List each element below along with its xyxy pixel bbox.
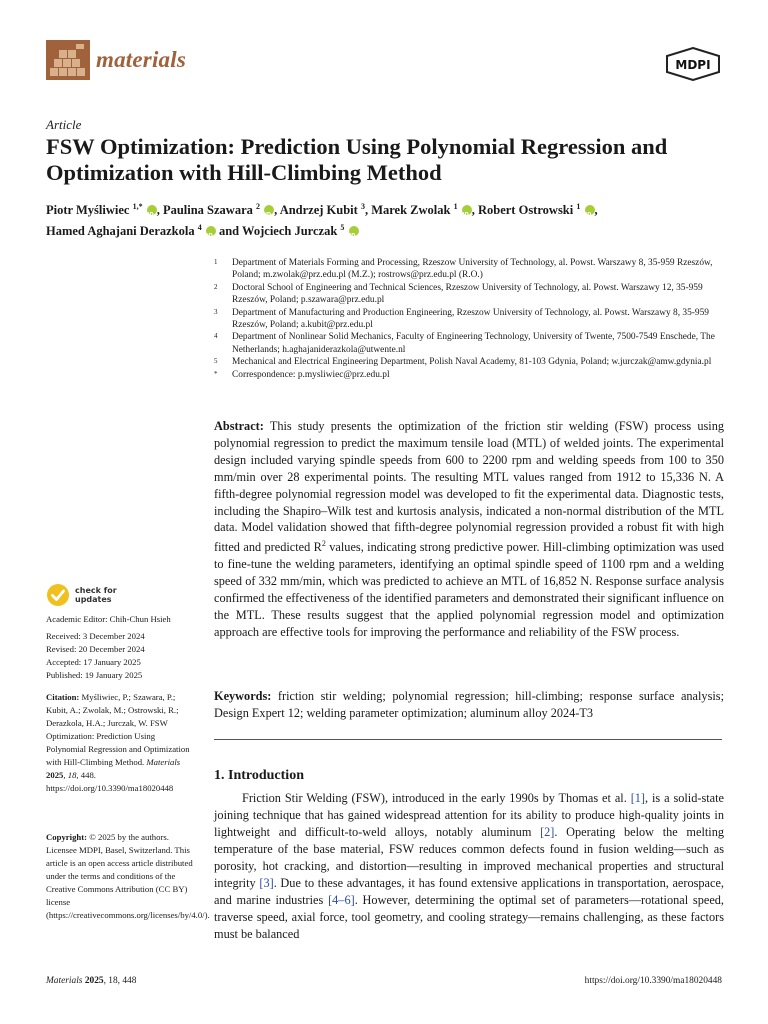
citation-journal: Materials (146, 757, 181, 767)
author-name: Andrzej Kubit (279, 203, 358, 218)
affiliation-text: Doctoral School of Engineering and Technical Sciences, Rzeszow University of Technology, al. Powst. Warszawy 12, 35-959 Rzeszów, Poland; p.szawara@prz.edu.pl (232, 282, 703, 306)
author-name: Robert Ostrowski (477, 203, 574, 218)
footer-year: 2025 (82, 976, 104, 986)
citation-link[interactable]: [2] (540, 825, 555, 839)
author-name: Marek Zwolak (371, 203, 451, 218)
citation-year: 2025 (46, 770, 64, 780)
article-type: Article (46, 117, 82, 132)
section-heading: 1. Introduction (214, 768, 304, 783)
author-affiliation-marker: 1 (576, 202, 581, 211)
footer-journal: Materials (46, 976, 83, 986)
orcid-icon[interactable] (349, 226, 359, 236)
intro-text: . Due to these advantages, it has found extensive applications in transportation, aerospace, and marine industries (214, 876, 725, 907)
abstract-text: This study presents the optimization of the friction stir welding (FSW) process using polynomial regression to predict the maximum tensile load (MTL) of welded joints. The experimental design included varying spindle speeds from 600 to 2200 rpm and welding speeds from 100 to 350 mm/min over 28 experimental points. The resulting MTL values ranged from 1912 to 15,336 N. A fifth-degree polynomial regression model was developed to fit the experimental data. Diagnostic tests, including the Shapiro–Wilk test and kurtosis analysis, indicated a non-normal distribution of the MTL data. Model validation showed that fifth-degree polynomial regression provided a robust fit with high fitted and predicted R (214, 419, 724, 555)
received-date: Received: 3 December 2024 (46, 631, 145, 641)
author-affiliation-marker: 4 (197, 223, 202, 233)
affiliation-number: 1 (214, 258, 218, 266)
author-affiliation-marker: 5 (340, 223, 345, 233)
citation-doi[interactable]: , 448. https://doi.org/10.3390/ma18020448 (46, 770, 174, 793)
affiliation-item (214, 307, 729, 332)
orcid-icon[interactable] (264, 205, 274, 215)
affiliation-number: 2 (214, 282, 218, 291)
author-name: Piotr Myśliwiec (46, 203, 130, 218)
citation-link[interactable]: [3] (259, 876, 274, 890)
author-list: Piotr Myśliwiec $^{1,*}$ iD , Paulina Szawara $^2$ iD , Andrzej Kubit $^3$, Marek Zwolak $^1$ iD , Robert Ostrowski $^1$ iD , Hamed Aghajani Derazkola $^4$ iD and Wojciech Jurczak $^5$ iD (46, 198, 736, 240)
author-name: Paulina Szawara (162, 203, 253, 218)
intro-text: . However, determining the optimal set of parameters—rotational speed, traverse speed, axial force, tool geometry, and cooling strategy—remains challenging, as these factors must be balanced (214, 893, 725, 941)
affiliation-number: * (214, 369, 218, 378)
affiliation-number: 5 (214, 357, 218, 366)
footer-citation (46, 976, 136, 986)
citation-link[interactable]: [1] (630, 791, 646, 805)
check-updates-line1: check for (75, 586, 117, 595)
citation-text: Myśliwiec, P.; Szawara, P.; Kubit, A.; Zwolak, M.; Ostrowski, R.; Derazkola, H.A.; Jurczak, W. FSW Optimization: Prediction Using Polynomial Regression and Optimization with Hill-Climbing Method. (46, 692, 190, 767)
orcid-icon[interactable] (585, 205, 595, 215)
abstract (214, 418, 724, 641)
affiliation-item (214, 282, 729, 307)
author-affiliation-marker: 1,* (132, 202, 143, 211)
copyright-text: © 2025 by the authors. Licensee MDPI, Basel, Switzerland. This article is an open access article distributed under the terms and conditions of the Creative Commons Attribution (CC BY) license (https://creativecommons.org/licenses/by/4.0/). (46, 832, 210, 920)
abstract-superscript: 2 (321, 539, 326, 549)
abstract-text-continued: values, indicating strong predictive power. Hill-climbing optimization was used to fine-tune the welding parameters, identifying an optimal spindle speed of 1100 rpm and a welding speed of 332 mm/min, which was predicted to achieve an MTL of 16,852 N. Response surface analysis confirmed the effectiveness of the identified parameters and demonstrated their significant influence on the MTL. These results suggest that the applied polynomial regression model and optimization approach are effective tools for improving the performance and reliability of the FSW process. (214, 540, 724, 639)
orcid-icon[interactable] (206, 226, 216, 236)
author-affiliation-marker: 1 (453, 202, 458, 211)
affiliations (214, 257, 729, 381)
copyright-block (46, 831, 210, 922)
affiliation-text: Department of Nonlinear Solid Mechanics, Faculty of Engineering Technology, University of Twente, 7500-7549 Enschede, The Netherlands; h.aghajaniderazkola@utwente.nl (232, 332, 715, 355)
citation-link[interactable]: [4–6] (328, 893, 355, 907)
affiliation-text: Department of Materials Forming and Processing, Rzeszow University of Technology, al. Powst. Warszawy 8, 35-959 Rzeszów, Poland; m.zwolak@prz.edu.pl (M.Z.); rostrows@prz.edu.pl (R.O.) (232, 258, 713, 281)
copyright-label: Copyright: (46, 832, 88, 842)
author-name: Wojciech Jurczak (242, 224, 338, 239)
citation-block (46, 691, 196, 795)
affiliation-item (214, 356, 729, 368)
affiliation-text: Mechanical and Electrical Engineering Department, Polish Naval Academy, 81-103 Gdynia, Poland; w.jurczak@amw.gdynia.pl (232, 357, 712, 368)
intro-paragraph (214, 790, 724, 943)
publisher-name: MDPI (675, 58, 711, 72)
affiliation-number: 4 (214, 332, 218, 341)
author-affiliation-marker: 2 (256, 202, 260, 211)
correspondence-text: Correspondence: p.mysliwiec@prz.edu.pl (232, 369, 390, 380)
revised-date: Revised: 20 December 2024 (46, 644, 145, 654)
footer-doi-link[interactable]: https://doi.org/10.3390/ma18020448 (584, 976, 722, 986)
correspondence-item (214, 369, 729, 381)
intro-text: Friction Stir Welding (FSW), introduced in the early 1990s by Thomas et al. (242, 791, 631, 805)
author-affiliation-marker: 3 (360, 202, 365, 211)
keywords (214, 688, 724, 722)
abstract-label: Abstract: (214, 419, 264, 433)
citation-label: Citation: (46, 692, 80, 702)
check-updates-line2: updates (75, 595, 112, 604)
orcid-icon[interactable] (462, 205, 472, 215)
affiliation-text: Department of Manufacturing and Production Engineering, Rzeszow University of Technology, al. Powst. Warszawy 8, 35-959 Rzeszów, Poland; a.kubit@prz.edu.pl (232, 307, 709, 331)
article-title: FSW Optimization: Prediction Using Polynomial Regression and Optimization with Hill-Climbing Method (46, 134, 668, 185)
published-date: Published: 19 January 2025 (46, 670, 143, 680)
mdpi-logo (664, 47, 722, 81)
journal-name: materials (96, 47, 186, 72)
affiliation-item (214, 331, 729, 356)
intro-text: . Operating below the melting temperature of the base material, FSW reduces common defects found in fusion welding—such as porosity, hot cracking, and distortion—resulting in improved mechanical properties and structural integrity (214, 825, 724, 890)
footer-volume: , 18, 448 (103, 976, 137, 986)
affiliation-item (214, 257, 729, 282)
accepted-date: Accepted: 17 January 2025 (46, 657, 141, 667)
citation-volume: , 18 (63, 770, 77, 780)
author-name: Hamed Aghajani Derazkola (46, 224, 195, 239)
check-for-updates-badge[interactable] (46, 583, 117, 607)
check-updates-icon (46, 583, 70, 607)
orcid-icon[interactable] (147, 205, 157, 215)
section-divider (214, 739, 722, 740)
author-connector: and (218, 224, 240, 239)
publication-dates (46, 630, 196, 682)
academic-editor: Academic Editor: Chih-Chun Hsieh (46, 614, 171, 624)
keywords-text: friction stir welding; polynomial regression; hill-climbing; response surface analysis; Design Expert 12; welding parameter optimization; aluminum alloy 2024-T3 (214, 689, 724, 720)
keywords-label: Keywords: (214, 689, 272, 703)
affiliation-number: 3 (214, 307, 218, 316)
journal-logo (46, 40, 90, 80)
intro-text: , is a solid-state joining technique that has gained widespread attention for its ability to produce high-quality joints in lightweight and difficult-to-weld alloys, notably aluminum (214, 791, 724, 839)
